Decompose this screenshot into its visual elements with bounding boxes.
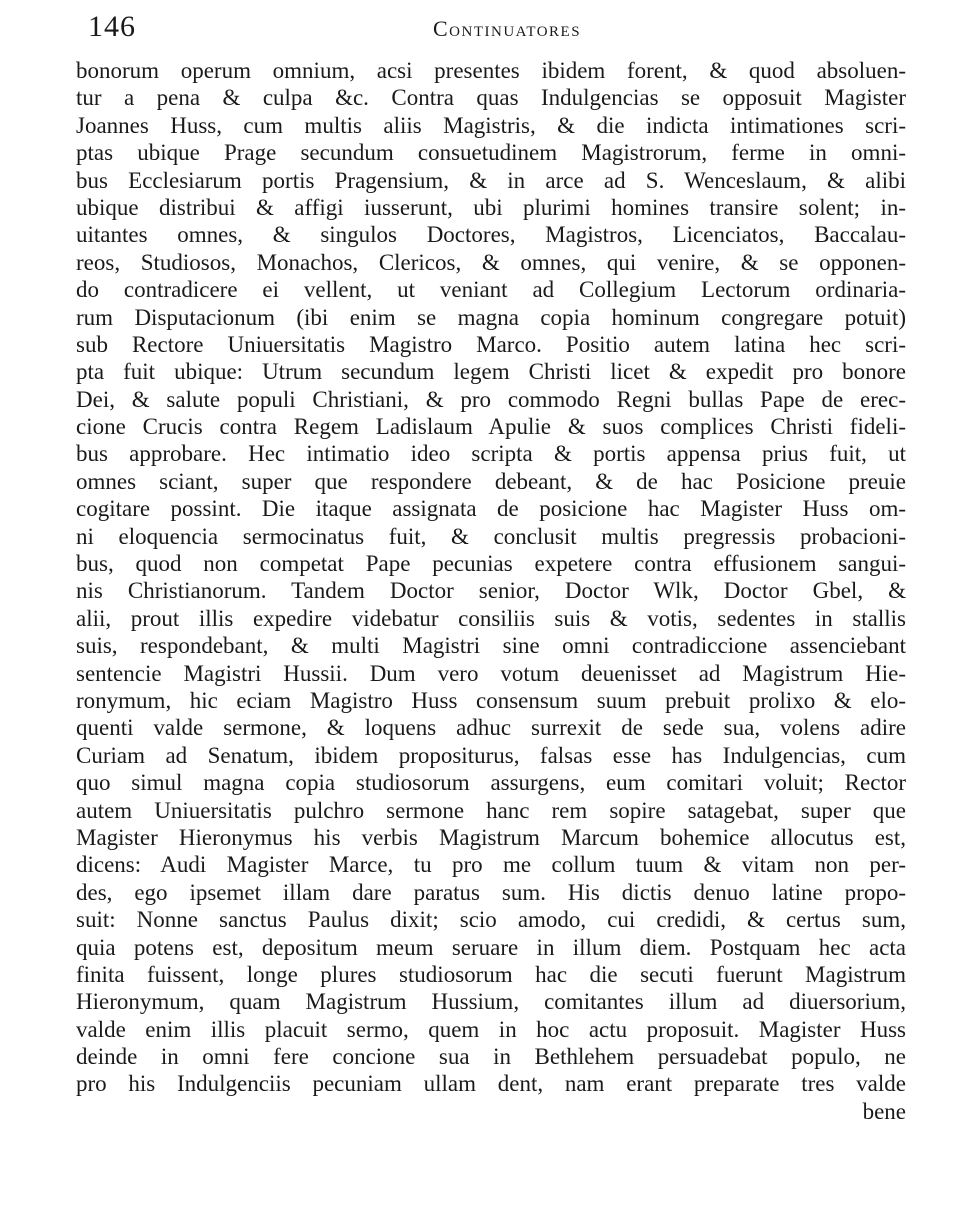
running-head: Continuatores bbox=[433, 16, 582, 41]
text-line: omnes sciant, super que respondere debeant, & de hac Posicione preuie bbox=[76, 468, 906, 494]
text-line: finita fuissent, longe plures studiosorum hac die secuti fuerunt Magistrum bbox=[76, 961, 906, 987]
text-line: pta fuit ubique: Utrum secundum legem Christi licet & expedit pro bonore bbox=[76, 359, 906, 385]
page-header bbox=[88, 6, 908, 46]
text-line: ni eloquencia sermocinatus fuit, & conclusit multis pregressis probacioni- bbox=[76, 523, 906, 549]
body-text bbox=[76, 57, 906, 1125]
text-line: tur a pena & culpa &c. Contra quas Indulgencias se opposuit Magister bbox=[76, 85, 906, 111]
text-line: suis, respondebant, & multi Magistri sine omni contradiccione assenciebant bbox=[76, 633, 906, 659]
text-line: alii, prout illis expedire videbatur consiliis suis & votis, sedentes in stallis bbox=[76, 605, 906, 631]
text-line: quenti valde sermone, & loquens adhuc surrexit de sede sua, volens adire bbox=[76, 715, 906, 741]
text-line: bus approbare. Hec intimatio ideo scripta & portis appensa prius fuit, ut bbox=[76, 441, 906, 467]
text-line: valde enim illis placuit sermo, quem in hoc actu proposuit. Magister Huss bbox=[76, 1016, 906, 1042]
text-line: pro his Indulgenciis pecuniam ullam dent, nam erant preparate tres valde bbox=[76, 1071, 906, 1097]
text-line: cogitare possint. Die itaque assignata de posicione hac Magister Huss om- bbox=[76, 496, 906, 522]
text-line: rum Disputacionum (ibi enim se magna copia hominum congregare potuit) bbox=[76, 304, 906, 330]
text-line: quo simul magna copia studiosorum assurgens, eum comitari voluit; Rector bbox=[76, 770, 906, 796]
text-line: bus Ecclesiarum portis Pragensium, & in arce ad S. Wenceslaum, & alibi bbox=[76, 167, 906, 193]
text-line: do contradicere ei vellent, ut veniant ad Collegium Lectorum ordinaria- bbox=[76, 277, 906, 303]
text-line: bus, quod non competat Pape pecunias expetere contra effusionem sangui- bbox=[76, 551, 906, 577]
text-line: Joannes Huss, cum multis aliis Magistris, & die indicta intimationes scri- bbox=[76, 112, 906, 138]
text-line: des, ego ipsemet illam dare paratus sum. His dictis denuo latine propo- bbox=[76, 879, 906, 905]
text-line: bonorum operum omnium, acsi presentes ibidem forent, & quod absoluen- bbox=[76, 58, 906, 83]
page-number: 146 bbox=[88, 10, 136, 43]
text-line: ptas ubique Prage secundum consuetudinem Magistrorum, ferme in omni- bbox=[76, 140, 906, 166]
text-line: suit: Nonne sanctus Paulus dixit; scio amodo, cui credidi, & certus sum, bbox=[76, 907, 906, 933]
text-line: autem Uniuersitatis pulchro sermone hanc rem sopire satagebat, super que bbox=[76, 797, 906, 823]
text-line: sentencie Magistri Hussii. Dum vero votum deuenisset ad Magistrum Hie- bbox=[76, 660, 906, 686]
text-line: reos, Studiosos, Monachos, Clericos, & omnes, qui venire, & se opponen- bbox=[76, 249, 906, 275]
text-line: bene bbox=[862, 1098, 906, 1124]
text-line: ubique distribui & affigi iusserunt, ubi plurimi homines transire solent; in- bbox=[76, 194, 906, 220]
text-line: deinde in omni fere concione sua in Bethlehem persuadebat populo, ne bbox=[76, 1044, 906, 1070]
text-line: Curiam ad Senatum, ibidem propositurus, falsas esse has Indulgencias, cum bbox=[76, 742, 906, 768]
text-line: uitantes omnes, & singulos Doctores, Magistros, Licenciatos, Baccalau- bbox=[76, 222, 906, 248]
text-line: Dei, & salute populi Christiani, & pro commodo Regni bullas Pape de erec- bbox=[76, 386, 906, 412]
text-line: dicens: Audi Magister Marce, tu pro me collum tuum & vitam non per- bbox=[76, 852, 906, 878]
text-line: ronymum, hic eciam Magistro Huss consensum suum prebuit prolixo & elo- bbox=[76, 687, 906, 713]
text-line: cione Crucis contra Regem Ladislaum Apulie & suos complices Christi fideli- bbox=[76, 414, 906, 440]
text-line: Magister Hieronymus his verbis Magistrum Marcum bohemice allocutus est, bbox=[76, 824, 906, 850]
text-line: quia potens est, depositum meum seruare in illum diem. Postquam hec acta bbox=[76, 934, 906, 960]
text-line: nis Christianorum. Tandem Doctor senior, Doctor Wlk, Doctor Gbel, & bbox=[76, 578, 906, 604]
text-line: Hieronymum, quam Magistrum Hussium, comitantes illum ad diuersorium, bbox=[76, 989, 906, 1015]
text-line: sub Rectore Uniuersitatis Magistro Marco. Positio autem latina hec scri- bbox=[76, 331, 906, 357]
